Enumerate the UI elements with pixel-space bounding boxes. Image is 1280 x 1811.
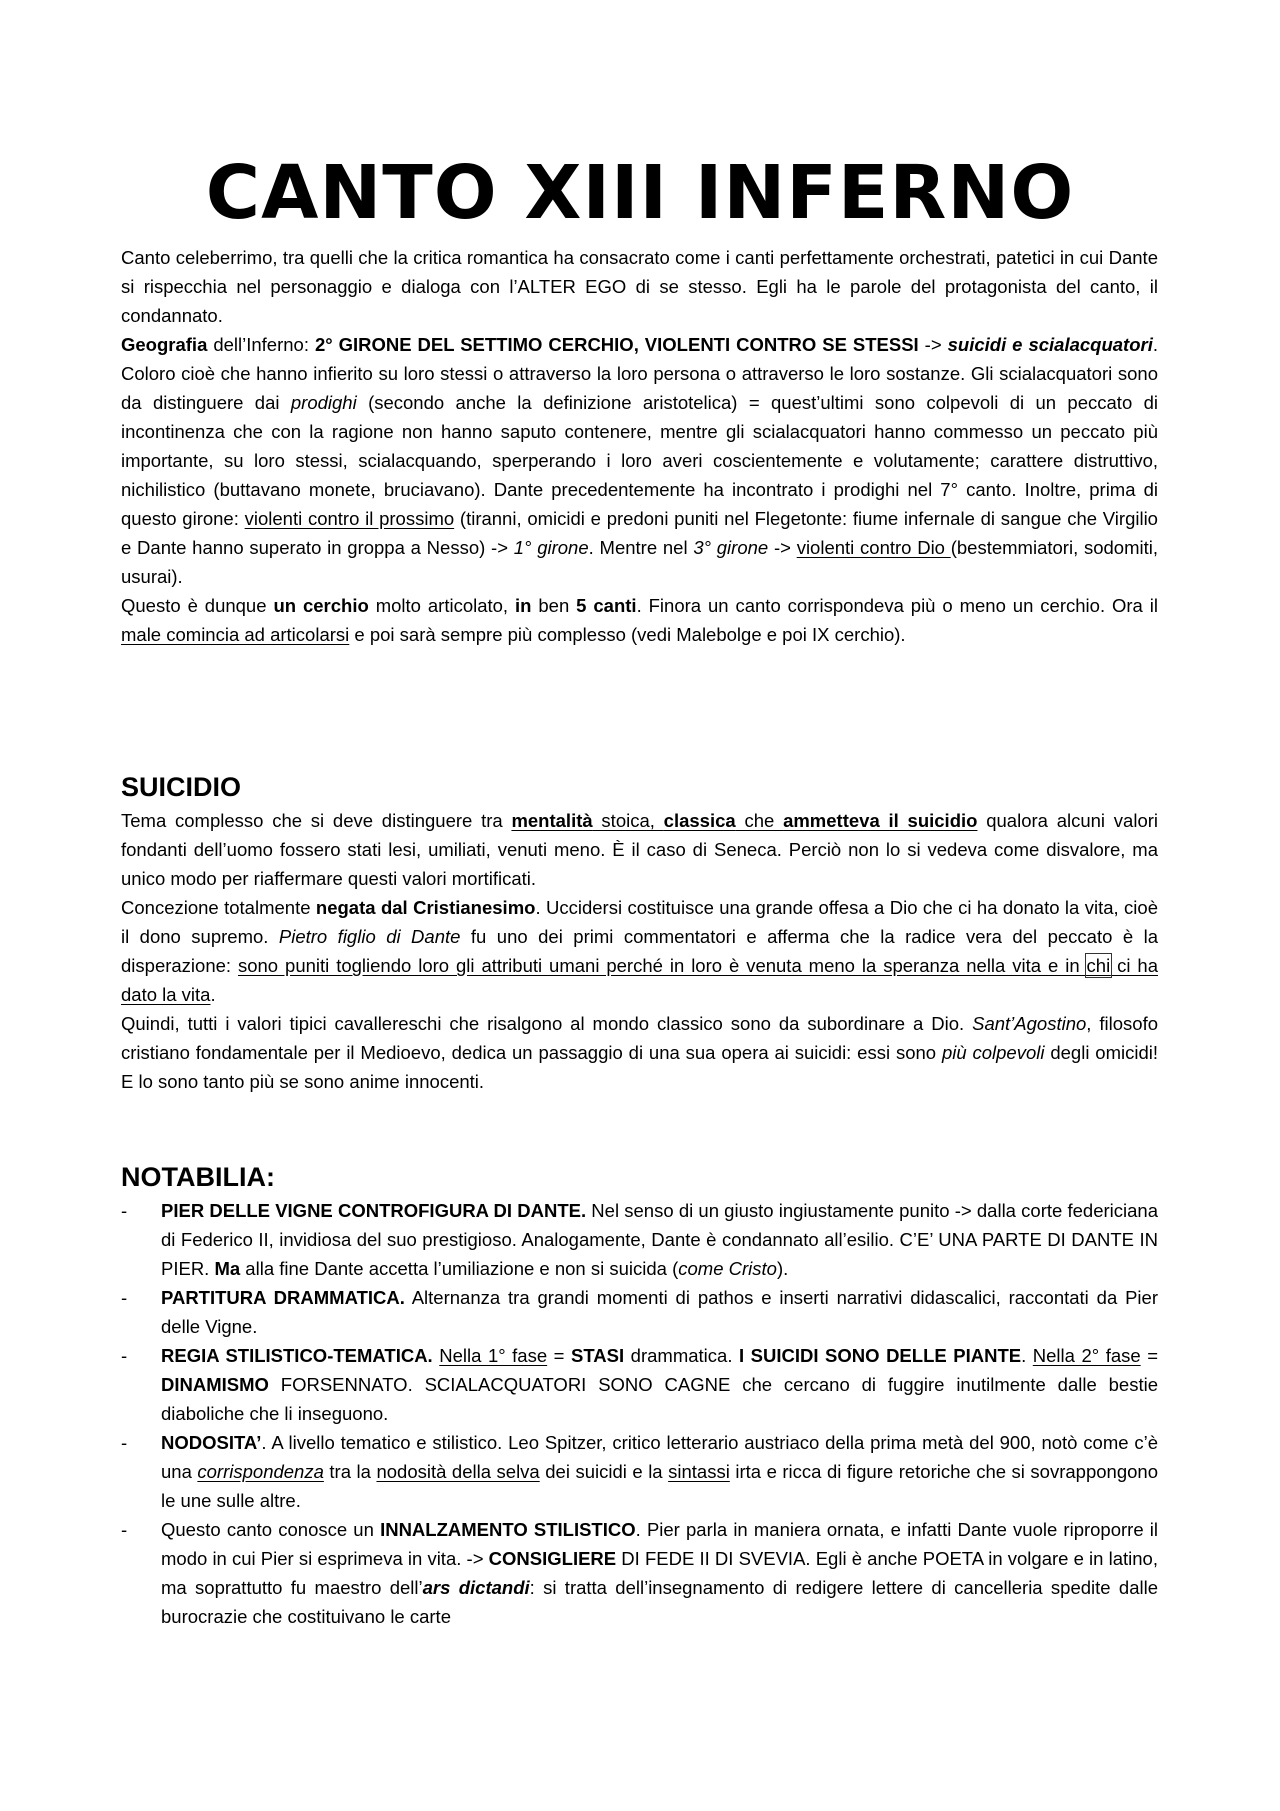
text-run: ). (776, 1258, 789, 1279)
text-run: Questo è dunque (121, 595, 274, 616)
text-run: Nel senso di un giusto ingiustamente punito -> dalla corte federiciana di Federico II, invidiosa del suo prestigioso. Analogamente, Dante è condannato all’esilio. C’E’ UNA PARTE DI DANTE IN PIER. (161, 1200, 1158, 1279)
text-run: (tiranni, omicidi e predoni puniti nel Flegetonte: fiume infernale di sangue che Virgilio e Dante hanno superato in groppa a Nesso) -> (121, 508, 1158, 558)
text-run: DINAMISMO (161, 1374, 269, 1395)
text-run: suicidi e scialacquatori (947, 334, 1153, 355)
text-run: (bestemmiatori, sodomiti, usurai). (121, 537, 1158, 587)
text-run: Nella 2° fase (1032, 1345, 1141, 1366)
text-run: prodighi (290, 392, 357, 413)
paragraph (121, 1009, 1158, 1096)
paragraph (121, 806, 1158, 893)
bullet-dash: - (121, 1287, 128, 1308)
list-item (121, 1196, 1158, 1283)
paragraph (121, 330, 1158, 591)
intro-section (121, 243, 1158, 649)
text-run: 1° girone (513, 537, 589, 558)
text-run: molto articolato, (368, 595, 515, 616)
list-item (121, 1341, 1158, 1428)
text-run: tra la (323, 1461, 377, 1482)
text-run: come Cristo (678, 1258, 777, 1279)
text-run: FORSENNATO. SCIALACQUATORI SONO CAGNE che cercano di fuggire inutilmente dalle bestie diaboliche che li inseguono. (161, 1374, 1158, 1424)
text-run: . (210, 984, 216, 1005)
text-run: . A livello tematico e stilistico. Leo Spitzer, critico letterario austriaco della prima metà del 900, notò come c’è una (161, 1432, 1158, 1482)
text-run: violenti contro Dio (796, 537, 951, 558)
text-run: I SUICIDI SONO DELLE PIANTE (739, 1345, 1022, 1366)
bullet-dash: - (121, 1345, 128, 1366)
text-run: alla fine Dante accetta l’umiliazione e non si suicida ( (240, 1258, 679, 1279)
paragraph (121, 243, 1158, 330)
text-run: (secondo anche la definizione aristotelica) = quest’ultimi sono colpevoli di un peccato di incontinenza che con la ragione non hanno saputo contenere, mentre gli scialacquatori hanno commesso un peccato più importante, su loro stessi, scialacquando, sperperando i loro averi coscientemente e volutamente; carattere distruttivo, nichilistico (buttavano monete, bruciavano). Dante precedentemente ha incontrato i prodighi nel 7° canto. Inoltre, prima di questo girone: (121, 392, 1158, 529)
text-run: classica (663, 810, 736, 831)
text-run: e poi sarà sempre più complesso (vedi Malebolge e poi IX cerchio). (349, 624, 906, 645)
text-run: . Uccidersi costituisce una grande offesa a Dio che ci ha donato la vita, cioè il dono supremo. (121, 897, 1158, 947)
text-run: fu uno dei primi commentatori e afferma che la radice vera del peccato è la disperazione: (121, 926, 1158, 976)
text-run: più colpevoli (941, 1042, 1045, 1063)
text-run: 5 canti (576, 595, 637, 616)
list-item (121, 1283, 1158, 1341)
text-run: irta e ricca di figure retoriche che si sovrappongono le une sulle altre. (161, 1461, 1158, 1511)
list-item (121, 1428, 1158, 1515)
text-run: Tema complesso che si deve distinguere tra (121, 810, 512, 831)
text-run: CONSIGLIERE (488, 1548, 617, 1569)
text-run: negata dal Cristianesimo (315, 897, 536, 918)
text-run: drammatica. (624, 1345, 739, 1366)
suicidio-section (121, 770, 1158, 1096)
text-run: qualora alcuni valori fondanti dell’uomo fossero stati lesi, umiliati, venuti meno. È il caso di Seneca. Perciò non lo si vedeva come disvalore, ma unico modo per riaffermare questi valori mortificati. (121, 810, 1159, 889)
text-run: Canto celeberrimo, tra quelli che la critica romantica ha consacrato come i canti perfettamente orchestrati, patetici in cui Dante si rispecchia nel personaggio e dialoga con l’ALTER EGO di se stesso. Egli ha le parole del protagonista del canto, il condannato. (121, 247, 1158, 326)
section-heading-notabilia: NOTABILIA: (121, 1162, 275, 1192)
text-run: Nella 1° fase (439, 1345, 548, 1366)
text-run: REGIA STILISTICO-TEMATICA. (161, 1345, 433, 1366)
text-run: mentalità (511, 810, 593, 831)
text-run: NODOSITA’ (161, 1432, 262, 1453)
text-run: = (1140, 1345, 1159, 1366)
text-run: dell’Inferno: (207, 334, 315, 355)
text-run: . Mentre nel (588, 537, 694, 558)
text-run: che (735, 810, 784, 831)
intro-paragraphs (121, 243, 1158, 649)
bullet-dash: - (121, 1200, 128, 1221)
text-run: . Pier parla in maniera ornata, e infatti Dante vuole riproporre il modo in cui Pier si esprimeva in vita. -> (161, 1519, 1159, 1569)
text-run: corrispondenza (197, 1461, 324, 1482)
text-run: DI FEDE II DI SVEVIA. Egli è anche POETA in volgare e in latino, ma soprattutto fu maestro dell’ (161, 1548, 1158, 1598)
text-run: ammetteva il suicidio (783, 810, 978, 831)
text-run: INNALZAMENTO STILISTICO (380, 1519, 636, 1540)
text-run: sintassi (668, 1461, 730, 1482)
text-run: ars dictandi (422, 1577, 530, 1598)
notabilia-section (121, 1160, 1158, 1631)
text-run: -> (918, 334, 948, 355)
text-run: , filosofo cristiano fondamentale per il Medioevo, dedica un passaggio di una sua opera ai suicidi: essi sono (121, 1013, 1159, 1063)
text-run: degli omicidi! E lo sono tanto più se sono anime innocenti. (121, 1042, 1159, 1092)
text-run: STASI (571, 1345, 625, 1366)
text-run: Quindi, tutti i valori tipici cavallereschi che risalgono al mondo classico sono da subordinare a Dio. (121, 1013, 973, 1034)
bullet-dash: - (121, 1519, 128, 1540)
text-run: . Coloro cioè che hanno infierito su loro stessi o attraverso la loro persona o attraverso le loro sostanze. Gli scialacquatori sono da distinguere dai (121, 334, 1158, 413)
list-item (121, 1515, 1158, 1631)
notabilia-list (121, 1196, 1158, 1631)
text-run: sono puniti togliendo loro gli attributi umani perché in loro è venuta meno la speranza nella vita e in (237, 955, 1087, 976)
text-run: male comincia ad articolarsi (121, 624, 350, 645)
text-run: dei suicidi e la (539, 1461, 669, 1482)
paragraph (121, 893, 1158, 1009)
text-run: Geografia (121, 334, 208, 355)
text-run: 2° GIRONE DEL SETTIMO CERCHIO, VIOLENTI CONTRO SE STESSI (314, 334, 919, 355)
text-run: chi (1086, 955, 1111, 976)
document-title: CANTO XIII INFERNO (205, 150, 1075, 236)
text-run: . Finora un canto corrispondeva più o meno un cerchio. Ora il (636, 595, 1158, 616)
text-run: Questo canto conosce un (161, 1519, 381, 1540)
paragraph (121, 591, 1158, 649)
text-run: stoica, (592, 810, 664, 831)
text-run: Sant’Agostino (972, 1013, 1087, 1034)
section-heading-suicidio: SUICIDIO (121, 772, 242, 802)
text-run: violenti contro il prossimo (244, 508, 455, 529)
text-run: ci ha dato la vita (121, 955, 1159, 1005)
text-run: -> (768, 537, 797, 558)
text-run: in (515, 595, 532, 616)
text-run: nodosità della selva (376, 1461, 540, 1482)
text-run: un cerchio (273, 595, 369, 616)
text-run: Concezione totalmente (121, 897, 316, 918)
text-run: 3° girone (693, 537, 769, 558)
text-run: PARTITURA DRAMMATICA. (161, 1287, 405, 1308)
suicidio-paragraphs (121, 806, 1158, 1096)
bullet-dash: - (121, 1432, 128, 1453)
text-run: . (1021, 1345, 1033, 1366)
text-run: PIER DELLE VIGNE CONTROFIGURA DI DANTE. (161, 1200, 587, 1221)
text-run: Alternanza tra grandi momenti di pathos e inserti narrativi didascalici, raccontati da Pier delle Vigne. (161, 1287, 1158, 1337)
text-run: = (547, 1345, 572, 1366)
text-run: Ma (214, 1258, 241, 1279)
text-run: ben (531, 595, 577, 616)
text-run: Pietro figlio di Dante (278, 926, 461, 947)
text-run: : si tratta dell’insegnamento di redigere lettere di cancelleria spedite dalle burocrazie che costituivano le carte (161, 1577, 1158, 1627)
